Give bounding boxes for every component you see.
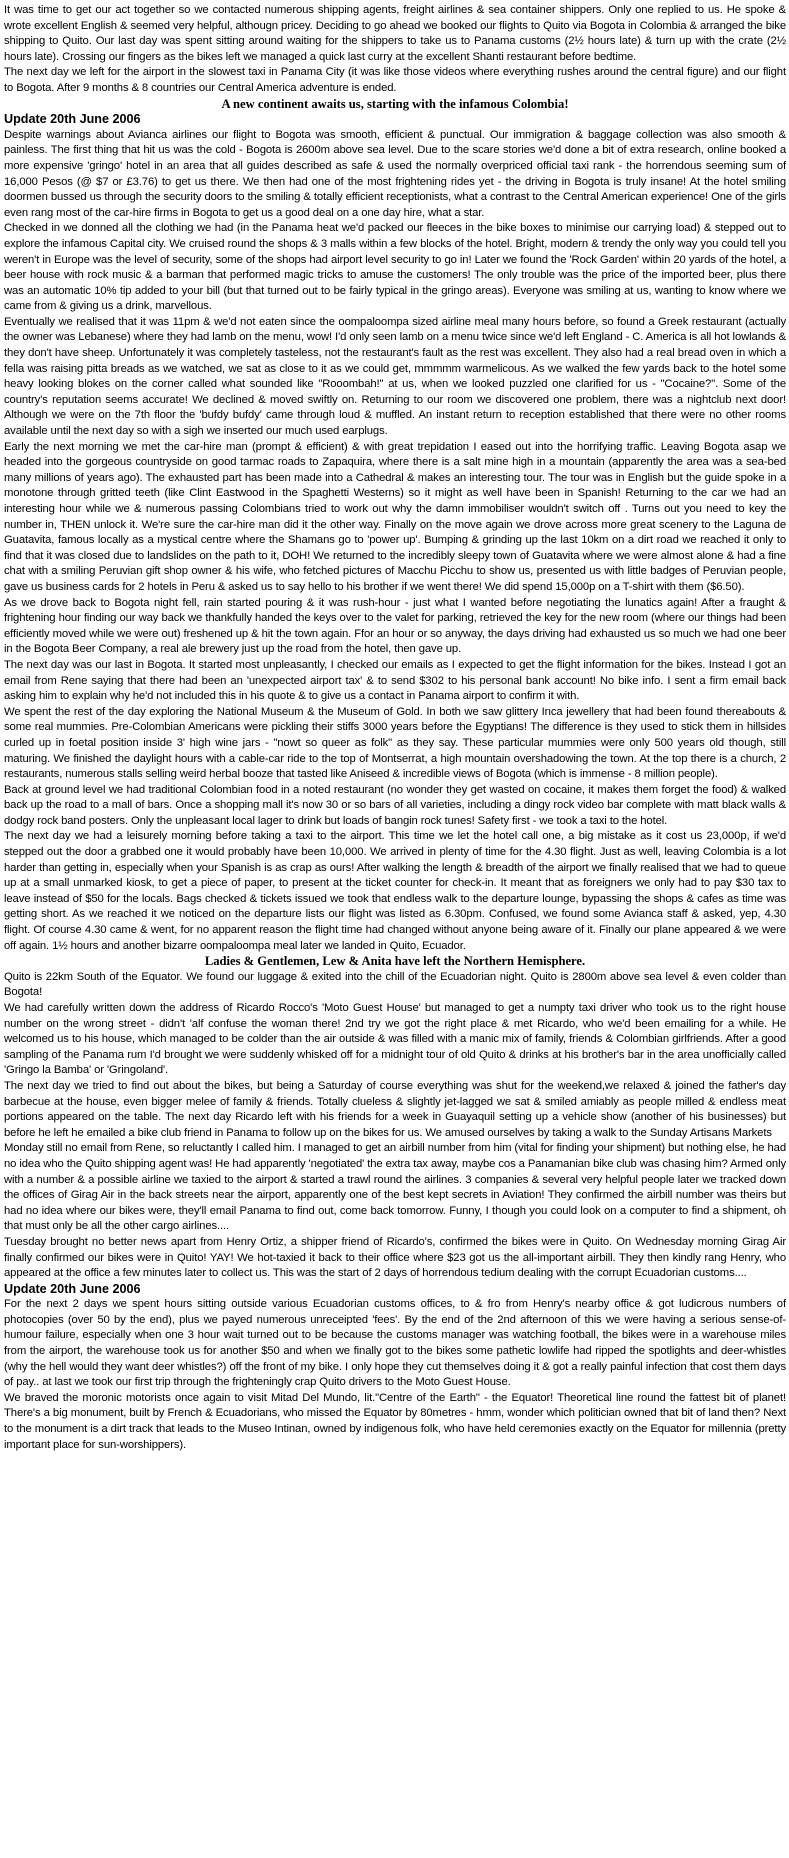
- update-heading: Update 20th June 2006: [4, 112, 141, 127]
- journal-paragraph: It was time to get our act together so we contacted numerous shipping agents, freight airlines & sea container shippers. Only one replied to us. He spoke & wrote excellent English & seemed very helpful, althougn pricey. Deciding to go ahead we booked our flights to Quito via Bogota in Colombia & arranged the bike shipping to Quito. Our last day was spent sitting around waiting for the shippers to take us to Panama customs (2½ hours late) & turn up with the crate (2½ hours late). Crossing our fingers as the bikes left we managed a quick last curry at the excellent Shanti restaurant before bedtime.: [4, 4, 786, 63]
- journal-paragraph: Tuesday brought no better news apart from Henry Ortiz, a shipper friend of Ricardo's, confirmed the bikes were in Quito. On Wednesday morning Girag Air finally confirmed our bikes were in Quito! YAY! We hot-taxied it back to their office where $23 got us the all-important airbill. They then kindly rang Henry, who appeared at the office a few minutes later to collect us. This was the start of 2 days of horrendous tedium dealing with the corrupt Ecuadorian customs....: [4, 1235, 786, 1280]
- journal-paragraph: The next day we tried to find out about the bikes, but being a Saturday of course everything was shut for the weekend,we relaxed & joined the father's day barbecue at the house, even bigger melee of family & friends. Totally clueless & slightly jet-lagged we sat & smiled amiably as people milled & endless meat portions appeared on the table. The next day Ricardo left with his friends for a week in Guayaquil setting up a vehicle show (another of his businesses) but before he left he emailed a bike club friend in Panama to follow up on the bikes for us. We amused ourselves by taking a walk to the Sunday Artisans Markets: [4, 1079, 786, 1139]
- journal-paragraph: The next day we left for the airport in the slowest taxi in Panama City (it was like those videos where everything rushes around the central figure) and our flight to Bogota. After 9 months & 8 countries our Central America adventure is ended.: [4, 66, 786, 94]
- journal-paragraph: For the next 2 days we spent hours sitting outside various Ecuadorian customs offices, to & fro from Henry's nearby office & got ludicrous numbers of photocopies (over 50 by the end), plus we payed numerous unreceipted 'fees'. By the end of the 2nd afternoon of this we were having a serious sense-of-humour failure, especially when one 3 hour wait turned out to be because the customs manager was watching football, the bikes were in a warehouse miles from the airport, the warehouse took us for another $50 and when we finally got to the bikes some pathetic lowlife had ripped the spotlights and deer-whistles (why the hell would they want deer whistles?) off the front of my bike. I only hope they cut themselves doing it & got a really painful infection that cost them days of pay.. at last we took our first trip through the frighteningly crap Quito drivers to the Moto Guest House.: [4, 1298, 786, 1389]
- journal-paragraph: Despite warnings about Avianca airlines our flight to Bogota was smooth, efficient & punctual. Our immigration & baggage collection was also smooth & painless. The first thing that hit us was the cold - Bogota is 2600m above sea level. Due to the scare stories we'd done a bit of extra research, online booked a more expensive 'gringo' hotel in an area that all guides described as safe & used the normally overpriced official taxi rank - the horrendous seeming sum of 16,000 Pesos (@ $7 or £3.76) to get us there. We then had one of the most frightening rides yet - the driving in Bogota is truly insane! At the hotel smiling doormen bussed us through the security doors to the smiling & totally efficient receptionists, what a contrast to the Central American experience! One of the girls even rang most of the car-hire firms in Bogota to get us a good deal on a one day hire, what a star.: [4, 128, 786, 219]
- section-heading: Ladies & Gentlemen, Lew & Anita have left the Northern Hemisphere.: [204, 954, 586, 969]
- journal-paragraph: We spent the rest of the day exploring the National Museum & the Museum of Gold. In both we saw glittery Inca jewellery that had been found thereabouts & some real mummies. Pre-Colombian Americans were pickling their stiffs 3000 years before the Egyptians! The difference is they used to stick them in hillsides curled up in foetal position inside 3' high wine jars - "nowt so queer as folk" as they say. These particular mummies were only 500 years old though, still maturing. We finished the daylight hours with a cable-car ride to the top of Montserrat, a high mountain overshadowing the town. At the top there is a church, 2 restaurants, numerous stalls selling weird herbal booze that tasted like Aniseed & incredible views of Bogota (which is immense - 8 million people).: [4, 705, 786, 781]
- journal-paragraph: Quito is 22km South of the Equator. We found our luggage & exited into the chill of the Ecuadorian night. Quito is 2800m above sea level & even colder than Bogota!: [4, 970, 786, 999]
- journal-paragraph: Early the next morning we met the car-hire man (prompt & efficient) & with great trepidation I eased out into the horrifying traffic. Leaving Bogota asap we headed into the gorgeous countryside on good tarmac roads to Zapaquira, where there is a salt mine high in a mountain (apparently the area was a sea-bed many millions of years ago). The exhausted part has been made into a Cathedral & makes an interesting tour. The tour was in English but the guide spoke in a monotone through gritted teeth (like Clint Eastwood in the Spaghetti Westerns) so it might as well have been in Spanish! Returning to the car we had an interesting hour while we & numerous passing Colombians tried to work out why the damn immobiliser wouldn't switch off . Turns out you need to key the number in, THEN unlock it. We're sure the car-hire man did it the other way. Finally on the move again we drove across more great scenery to the Laguna de Guatavita, famous locally as a mystical centre where the Shamans go to 'power up'. Bumping & grinding up the last 10km on a dirt road we reached it only to find that it was closed due to landslides on the path to it, DOH! We returned to the incredibly sleepy town of Guatavita where we were almost alone & had a fine chat with a smiling Peruvian gift shop owner & his wife, who fetched pictures of Macchu Picchu to show us, presented us with little badges of Peruvian people, gave us business cards for 2 hotels in Peru & asked us to say hello to his brother if we went there! We did spend 15,000p on a T-shirt with them ($6.50).: [4, 440, 786, 593]
- journal-paragraph: As we drove back to Bogota night fell, rain started pouring & it was rush-hour - just what I wanted before negotiating the lunatics again! After a fraught & frightening hour finding our way back we thankfully handed the keys over to the valet for parking, retrieved the key for the new room (where our things had been efficiently moved while we were out) freshened up & hit the town again. Ffor an hour or so anyway, the days driving had exhausted us so much we had one beer in the Bogota Beer Company, a real ale brewery just up the road from the hotel, then gave up.: [4, 596, 786, 656]
- journal-paragraph: Eventually we realised that it was 11pm & we'd not eaten since the oompaloompa sized airline meal many hours before, so found a Greek restaurant (actually the owner was Lebanese) where they had lamb on the menu, wow! I'd only seen lamb on a menu twice since we'd left England - C. America is all hot lowlands & they don't have sheep. Unfortunately it was completely tasteless, not the restaurant's fault as the rest was excellent. They also had a real bread oven in which a fella was raising pitta breads as we watched, we sat as close to it as we could get, mmmmm warmelicous. As we walked the few yards back to the hotel some heavy looking blokes on the corner called what sounded like "Rooombah!" at us, when we looked puzzled one clarified for us - "Cocaine?". Some of the country's reputation seems accurate! We declined & moved swiftly on. Returning to our room we discovered one problem, there was a nightclub next door! Although we were on the 7th floor the 'bufdy bufdy' came through loud & muffled. An instant return to reception established that there were no other rooms available until the next day so with a sigh we inserted our much used earplugs.: [4, 315, 786, 438]
- journal-paragraph: The next day was our last in Bogota. It started most unpleasantly, I checked our emails as I expected to get the flight information for the bikes. Instead I got an email from Rene saying that there had been an 'unexpected airport tax' & to send $302 to his personal bank account! No bike info. I sent a firm email back asking him to explain why he'd not included this in his quote & to give us a contact in Panama airport to confirm it with.: [4, 658, 786, 703]
- journal-paragraph: We braved the moronic motorists once again to visit Mitad Del Mundo, lit."Centre of the Earth" - the Equator! Theoretical line round the fattest bit of planet! There's a big monument, built by French & Ecuadorians, who missed the Equator by 80metres - hmm, wonder which politician owned that bit of land then? Next to the monument is a dirt track that leads to the Museo Intinan, owned by indigenous folk, who have held ceremonies exactly on the Equator for millennia (pretty important place for sun-worshippers).: [4, 1391, 786, 1451]
- journal-paragraph: Monday still no email from Rene, so reluctantly I called him. I managed to get an airbill number from him (vital for finding your shipment) but nothing else, he had no idea who the Quito shipping agent was! He had apparently 'negotiated' the extra tax away, maybe cos a Panamanian bike club was chasing him? Armed only with a number & a possible airline we taxied to the airport & started a trawl round the airlines. 3 companies & several very helpful people later we tracked down the offices of Girag Air in the back streets near the airport, apparently one of the best kept secrets in Aviation! They confirmed the airbill number was theirs but had no idea where our bikes were, they'll email Panama to find out, come back tomorrow. Funny, I though you could look on a computer to find a shipment, oh that must only be all the other cargo airlines....: [4, 1142, 786, 1233]
- section-heading: A new continent awaits us, starting with the infamous Colombia!: [221, 96, 569, 111]
- journal-paragraph: The next day we had a leisurely morning before taking a taxi to the airport. This time we let the hotel call one, a big mistake as it cost us 23,000p, if we'd stepped out the door a grabbed one it would probably have been 10,000. We arrived in plenty of time for the 4.30 flight. Just as well, leaving Colombia is a lot harder than getting in, especially when your Spanish is as crap as ours! After walking the length & breadth of the airport we finally realised that we had to queue up at a small unmarked kiosk, to get a piece of paper, to present at the ticket counter for check-in. It meant that as foreigners we only had to pay $30 tax to leave instead of $50 for the locals. Bags checked & tickets issued we took that endless walk to the departure lounge, bypassing the shops & cafes as time was getting short. As we reached it we noticed on the departure lists our flight was listed as 6.30pm. Confused, we found some Avianca staff & asked, yep, 4.30 flight. Of course 4.30 came & went, for no apparent reason the flight time had changed without anyone being aware of it. Finally our plane appeared & we were off again. 1½ hours and another bizarre oompaloompa meal later we landed in Quito, Ecuador.: [4, 830, 786, 952]
- journal-paragraph: Checked in we donned all the clothing we had (in the Panama heat we'd packed our fleeces in the bike boxes to minimise our carrying load) & stepped out to explore the infamous Capital city. We cruised round the shops & 3 malls within a few blocks of the hotel. Bright, modern & trendy the only way you could tell you weren't in Europe was the level of security, some of the shops had airport level security to go in! Later we found the 'Rock Garden' within 20 yards of the hotel, a beer house with rock music & a barman that performed magic tricks to amuse the customers! The only trouble was the price of the imported beer, plus there was an automatic 10% tip added to your bill (but that turned out to be fairly typical in the gringo areas). Everyone was smiling at us, wanting to know where we came from & giving us a drink, marvellous.: [4, 222, 786, 313]
- journal-content: [4, 3, 786, 1453]
- journal-paragraph: We had carefully written down the address of Ricardo Rocco's 'Moto Guest House' but managed to get a numpty taxi driver who took us to the right house number on the wrong street - didn't 'alf confuse the woman there! 2nd try we got the right place & met Ricardo, who we'd been emailing for a while. He welcomed us to his house, which managed to be colder than the air outside & was filled with a manic mix of family, friends & Colombian girlfriends. After a good sampling of the Panama rum I'd brought we were suddenly whisked off for a midnight tour of old Quito & drinks at his brother's bar in the area unofficially called 'Gringo la Bamba' or 'Gringoland'.: [4, 1002, 786, 1077]
- update-heading: Update 20th June 2006: [4, 1281, 141, 1296]
- journal-paragraph: Back at ground level we had traditional Colombian food in a noted restaurant (no wonder they get wasted on cocaine, it makes them forget the food) & walked back up the road to a mall of bars. Once a shopping mall it's now 30 or so bars of all varieties, including a dingy rock video bar complete with matt black walls & dodgy rock band posters. Only the unpleasant local lager to drink but loads of bangin rock tunes! Safety first - we took a taxi to the hotel.: [4, 783, 786, 827]
